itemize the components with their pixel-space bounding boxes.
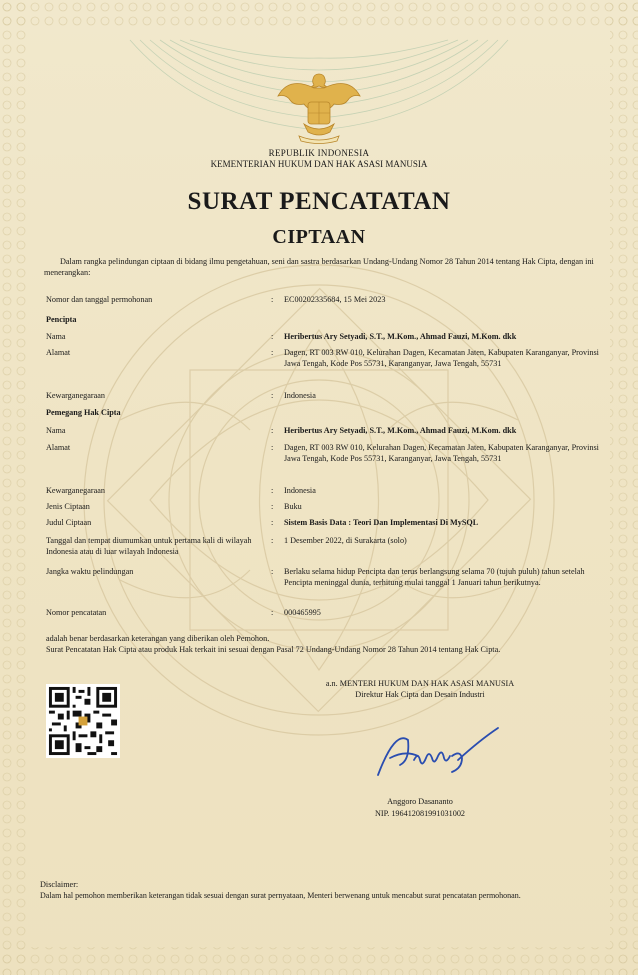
field-value: Heribertus Ary Setyadi, S.T., M.Kom., Ahmad Fauzi, M.Kom. dkk	[284, 426, 517, 435]
field-colon: :	[271, 443, 274, 452]
intro-paragraph: Dalam rangka pelindungan ciptaan di bidang ilmu pengetahuan, seni dan sastra berdasarkan Undang-Undang Nomor 28 Tahun 2014 tentang Hak Cipta, dengan ini menerangkan:	[44, 257, 594, 277]
closing-statement	[46, 633, 606, 655]
disclaimer-title: Disclaimer:	[40, 880, 79, 889]
qr-code[interactable]	[46, 684, 120, 758]
field-label: Alamat	[46, 443, 71, 452]
handwritten-signature	[370, 720, 500, 785]
section-pemegang: Pemegang Hak Cipta	[46, 408, 121, 417]
field-label: Nomor dan tanggal permohonan	[46, 295, 153, 304]
field-value: EC00202335684, 15 Mei 2023	[284, 295, 386, 304]
signatory-line-2: Direktur Hak Cipta dan Desain Industri	[355, 690, 485, 699]
field-label: Kewarganegaraan	[46, 486, 105, 495]
field-colon: :	[271, 518, 274, 527]
field-colon: :	[271, 486, 274, 495]
signatory-line-1: a.n. MENTERI HUKUM DAN HAK ASASI MANUSIA	[325, 679, 515, 688]
field-label: Jangka waktu pelindungan	[46, 567, 134, 576]
field-value: Indonesia	[284, 391, 316, 400]
field-label: Nama	[46, 332, 66, 341]
field-label: Jenis Ciptaan	[46, 502, 90, 511]
field-colon: :	[271, 295, 274, 304]
field-label: Nama	[46, 426, 66, 435]
field-value: 1 Desember 2022, di Surakarta (solo)	[284, 536, 407, 545]
header-line-1: REPUBLIK INDONESIA	[268, 148, 370, 158]
field-value: Sistem Basis Data : Teori Dan Implementasi Di MySQL	[284, 518, 479, 527]
field-label: Alamat	[46, 348, 71, 357]
garuda-icon	[274, 66, 364, 146]
field-colon: :	[271, 502, 274, 511]
field-value: Berlaku selama hidup Pencipta dan terus berlangsung selama 70 (tujuh puluh) tahun setelah Pencipta meninggal dunia, terhitung mulai tanggal 1 Januari tahun berikutnya.	[284, 567, 585, 587]
field-value: Heribertus Ary Setyadi, S.T., M.Kom., Ahmad Fauzi, M.Kom. dkk	[284, 332, 517, 341]
disclaimer-text: Dalam hal pemohon memberikan keterangan tidak sesuai dengan surat pernyataan, Menteri berwenang untuk mencabut surat pencatatan permohonan.	[40, 891, 521, 900]
field-label: Tanggal dan tempat diumumkan untuk pertama kali di wilayah Indonesia atau di luar wilayah Indonesia	[46, 536, 252, 556]
field-colon: :	[271, 391, 274, 400]
signer-nip: NIP. 196412081991031002	[374, 809, 466, 818]
section-pencipta: Pencipta	[46, 315, 77, 324]
field-colon: :	[271, 567, 274, 576]
field-label: Nomor pencatatan	[46, 608, 107, 617]
field-value: Indonesia	[284, 486, 316, 495]
field-value: 000465995	[284, 608, 321, 617]
document-title: SURAT PENCATATAN	[187, 188, 451, 215]
closing-line-1: adalah benar berdasarkan keterangan yang diberikan oleh Pemohon.	[46, 634, 270, 643]
field-colon: :	[271, 348, 274, 357]
field-colon: :	[271, 426, 274, 435]
field-value: Buku	[284, 502, 302, 511]
field-value: Dagen, RT 003 RW 010, Kelurahan Dagen, Kecamatan Jaten, Kabupaten Karanganyar, Provinsi Jawa Tengah, Kode Pos 55731, Karanganyar, Jawa Tengah, 55731	[284, 348, 599, 368]
field-colon: :	[271, 536, 274, 545]
closing-line-2: Surat Pencatatan Hak Cipta atau produk Hak terkait ini sesuai dengan Pasal 72 Undang-Undang Nomor 28 Tahun 2014 tentang Hak Cipta.	[46, 645, 501, 654]
field-colon: :	[271, 332, 274, 341]
field-value: Dagen, RT 003 RW 010, Kelurahan Dagen, Kecamatan Jaten, Kabupaten Karanganyar, Provinsi Jawa Tengah, Kode Pos 55731, Karanganyar, Jawa Tengah, 55731	[284, 443, 599, 463]
field-label: Kewarganegaraan	[46, 391, 105, 400]
document-subtitle: CIPTAAN	[272, 226, 366, 248]
field-label: Judul Ciptaan	[46, 518, 92, 527]
signer-name: Anggoro Dasananto	[387, 797, 453, 806]
field-colon: :	[271, 608, 274, 617]
header-line-2: KEMENTERIAN HUKUM DAN HAK ASASI MANUSIA	[210, 159, 428, 169]
